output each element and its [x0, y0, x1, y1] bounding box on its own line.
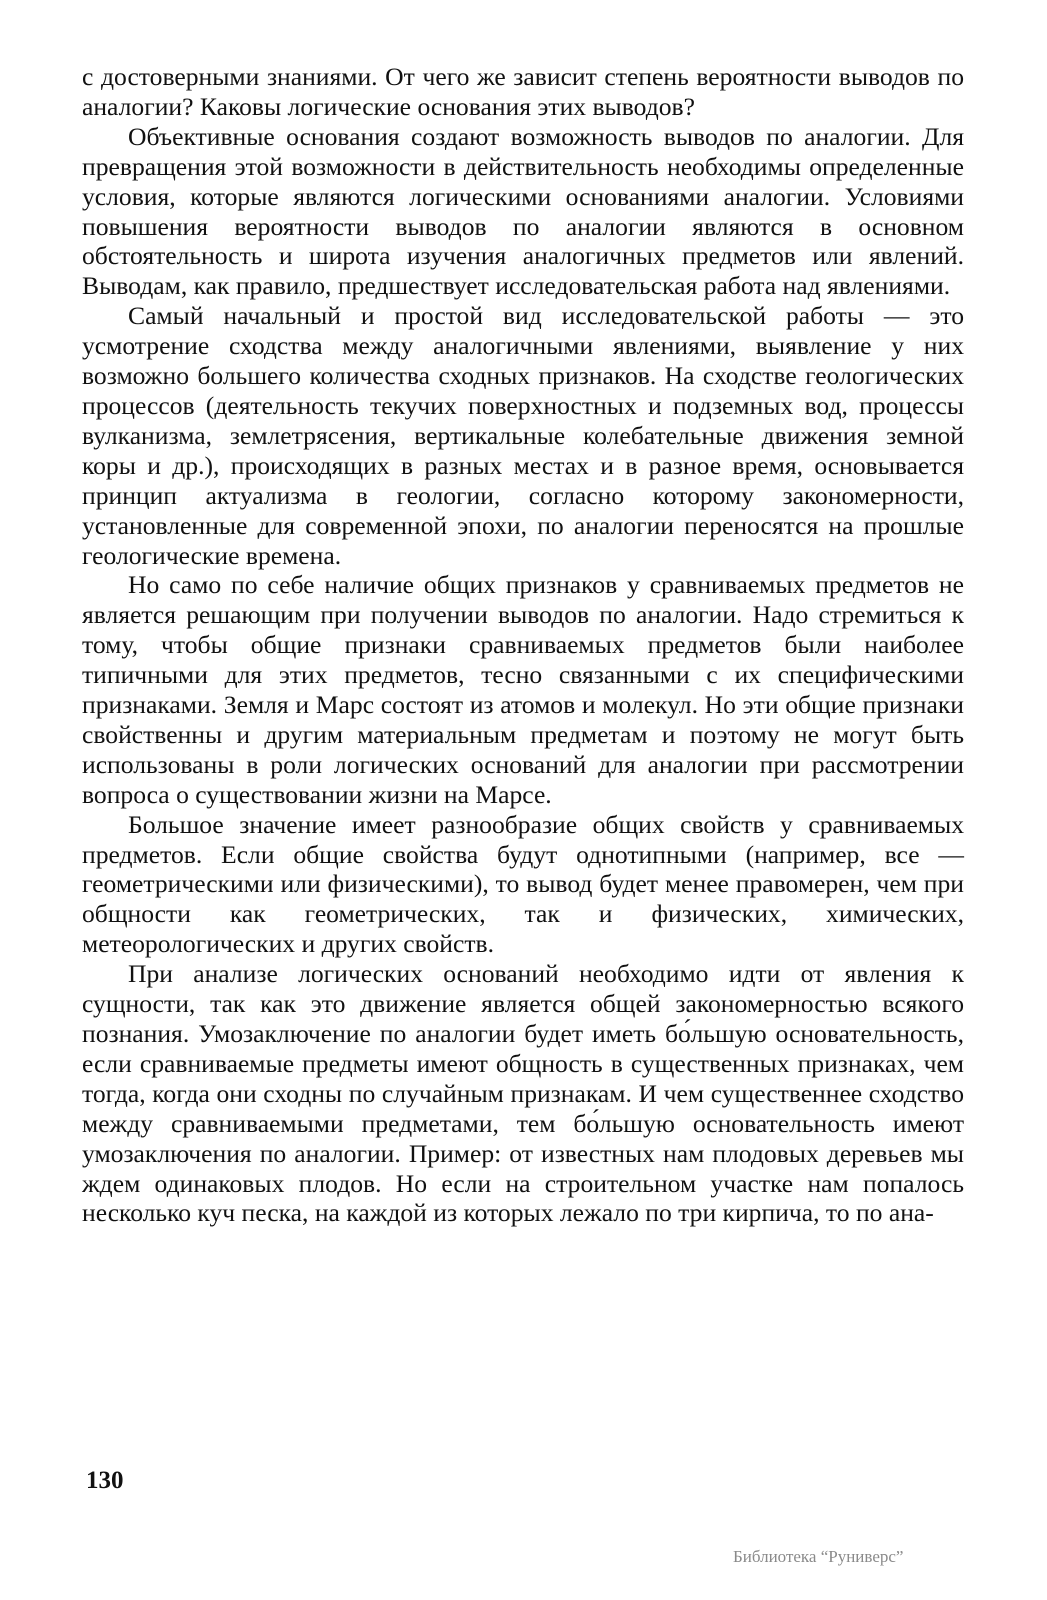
- paragraph-3: Самый начальный и простой вид исследовательской работы — это усмотрение сходства между аналогичными явлениями, выявление у них возможно большего количества сходных признаков. На сходстве геологических процессов (деятельность текучих поверхностных и подземных вод, процессы вулканизма, землетрясения, вертикальные колебательные движения земной коры и др.), происходящих в разных местах и в разное время, основывается принцип актуализма в геологии, согласно которому закономерности, установленные для современной эпохи, по аналогии переносятся на прошлые геологические времена.: [82, 301, 964, 570]
- library-stamp: Библиотека “Руниверс”: [733, 1547, 904, 1566]
- page-body: [82, 62, 964, 1228]
- paragraph-6: При анализе логических оснований необходимо идти от явления к сущности, так как это движение является общей закономерностью всякого познания. Умозаключение по аналогии будет иметь бо́льшую основательность, если сравниваемые предметы имеют общность в существенных признаках, чем тогда, когда они сходны по случайным признакам. И чем существеннее сходство между сравниваемыми предметами, тем бо́льшую основательность имеют умозаключения по аналогии. Пример: от известных нам плодовых деревьев мы ждем одинаковых плодов. Но если на строительном участке нам попалось несколько куч песка, на каждой из которых лежало по три кирпича, то по ана-: [82, 959, 964, 1228]
- paragraph-2: Объективные основания создают возможность выводов по аналогии. Для превращения этой возможности в действительность необходимы определенные условия, которые являются логическими основаниями аналогии. Условиями повышения вероятности выводов по аналогии являются в основном обстоятельность и широта изучения аналогичных предметов или явлений. Выводам, как правило, предшествует исследовательская работа над явлениями.: [82, 121, 964, 301]
- page-number: 130: [86, 1467, 124, 1494]
- paragraph-4: Но само по себе наличие общих признаков у сравниваемых предметов не является решающим при получении выводов по аналогии. Надо стремиться к тому, чтобы общие признаки сравниваемых предметов были наиболее типичными для этих предметов, тесно связанными с их специфическими признаками. Земля и Марс состоят из атомов и молекул. Но эти общие признаки свойственны и другим материальным предметам и поэтому не могут быть использованы в роли логических оснований для аналогии при рассмотрении вопроса о существовании жизни на Марсе.: [82, 570, 964, 809]
- paragraph-5: Большое значение имеет разнообразие общих свойств у сравниваемых предметов. Если общие свойства будут однотипными (например, все — геометрическими или физическими), то вывод будет менее правомерен, чем при общности как геометрических, так и физических, химических, метеорологических и других свойств.: [82, 809, 964, 959]
- paragraph-1: с достоверными знаниями. От чего же зависит степень вероятности выводов по аналогии? Каковы логические основания этих выводов?: [82, 62, 964, 121]
